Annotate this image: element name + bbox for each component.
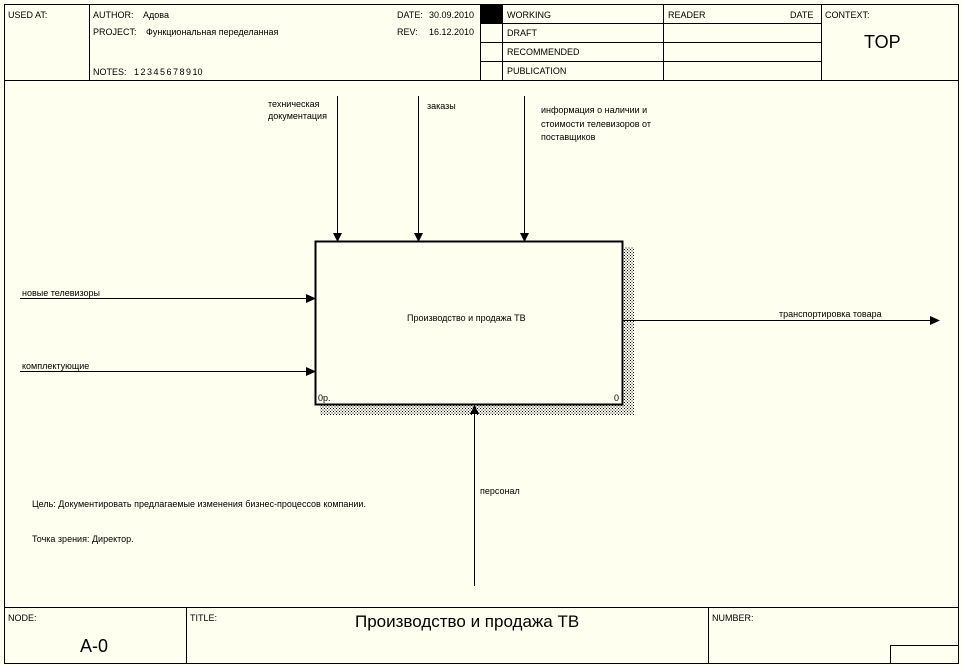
rev-label: REV:	[397, 27, 418, 37]
control-label-supplier-info[interactable]: информация о наличии и стоимости телевизоров от поставщиков	[541, 105, 651, 142]
rev-value: 16.12.2010	[429, 27, 475, 37]
author-value: Адова	[143, 10, 169, 20]
viewpoint-text: Точка зрения: Директор.	[32, 534, 134, 544]
used-at-label: USED AT:	[8, 10, 48, 20]
control-label-orders[interactable]: заказы	[427, 101, 456, 111]
control-label-tech-docs[interactable]: техническая документация	[268, 99, 327, 121]
context-label: CONTEXT:	[825, 10, 870, 20]
input-label-new-tv[interactable]: новые телевизоры	[22, 288, 101, 298]
purpose-text: Цель: Документировать предлагаемые изменения бизнес-процессов компании.	[32, 499, 366, 509]
date-label: DATE:	[397, 10, 423, 20]
title-label: TITLE:	[190, 613, 218, 623]
reader-label: READER	[668, 10, 706, 20]
notes-label: NOTES:	[93, 67, 127, 77]
project-value: Функциональная переделанная	[146, 27, 279, 37]
date-value: 30.09.2010	[429, 10, 475, 20]
status-publication[interactable]: PUBLICATION	[507, 66, 567, 76]
input-label-components[interactable]: комплектующие	[22, 361, 90, 371]
working-status-marker	[481, 5, 502, 23]
reader-date-label: DATE	[790, 10, 814, 20]
status-working[interactable]: WORKING	[507, 10, 551, 20]
project-label: PROJECT:	[93, 27, 137, 37]
notes-numbers: 1 2 3 4 5 6 7 8 9 10	[134, 67, 203, 77]
node-label: NODE:	[8, 613, 37, 623]
author-label: AUTHOR:	[93, 10, 134, 20]
activity-box-cost: 0р.	[318, 393, 331, 403]
output-label-transport[interactable]: транспортировка товара	[779, 309, 882, 319]
diagram-title: Производство и продажа ТВ	[355, 612, 580, 631]
mechanism-arrow	[470, 405, 479, 586]
context-value: TOP	[864, 32, 901, 52]
control-arrows	[333, 96, 529, 242]
node-value: A-0	[80, 636, 109, 656]
activity-box-title: Производство и продажа ТВ	[407, 313, 526, 323]
number-label: NUMBER:	[712, 613, 754, 623]
mechanism-label-staff[interactable]: персонал	[480, 486, 520, 496]
activity-box-number: 0	[614, 393, 620, 403]
status-draft[interactable]: DRAFT	[507, 28, 537, 38]
status-recommended[interactable]: RECOMMENDED	[507, 47, 580, 57]
